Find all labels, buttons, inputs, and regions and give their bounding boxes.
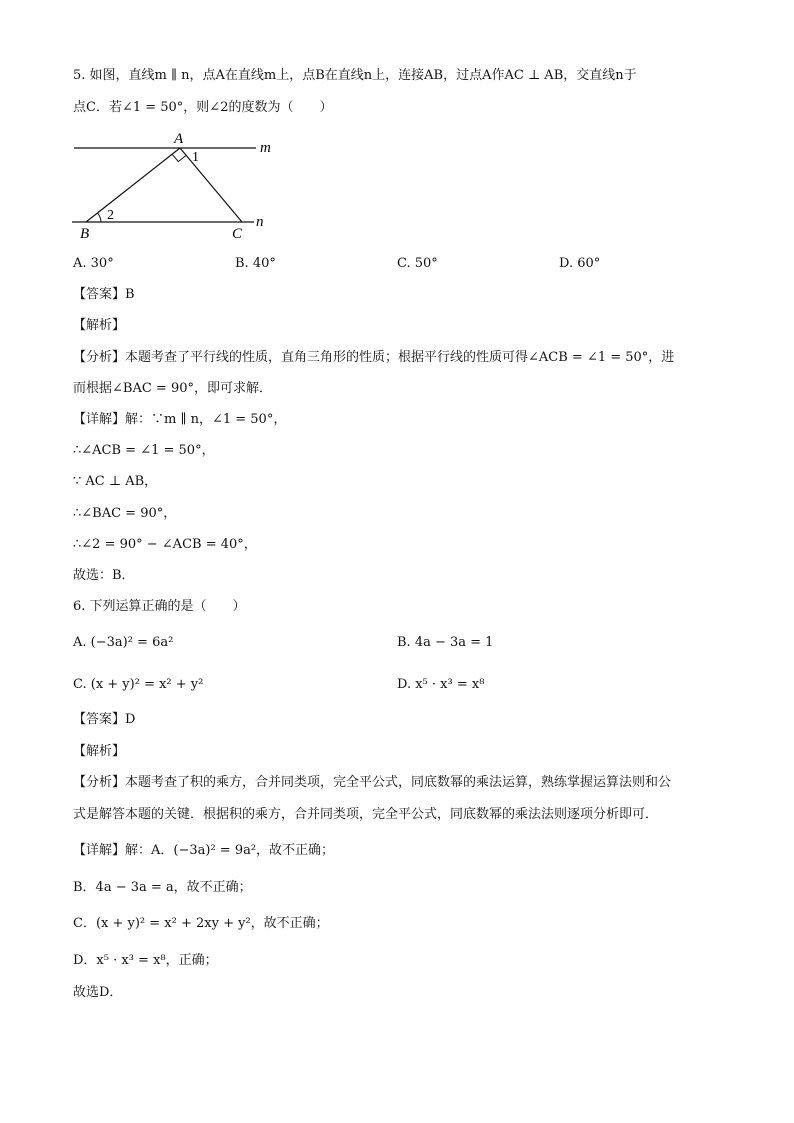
q5-option-c: C. 50° — [397, 256, 438, 271]
q5-analysis-title: 【解析】 — [73, 318, 126, 333]
q5-detail-line: 【详解】解：∵m ∥ n，∠1 = 50°， — [73, 412, 287, 427]
label-b: B — [80, 226, 90, 242]
q5-detail-line: ∴∠ACB = ∠1 = 50°， — [73, 443, 215, 458]
q6-detail-line: 故选D． — [73, 985, 123, 1000]
label-a: A — [174, 131, 184, 147]
q5-option-a: A. 30° — [73, 256, 114, 271]
label-angle-1: 1 — [192, 150, 199, 165]
q6-analysis-line2: 式是解答本题的关键．根据积的乘方，合并同类项，完全平公式，同底数幂的乘法法则逐项分析即可． — [73, 807, 659, 822]
q5-detail-line: ∴∠BAC = 90°， — [73, 506, 177, 521]
q6-answer: 【答案】D — [73, 712, 136, 727]
label-angle-2: 2 — [107, 208, 114, 223]
q5-stem-line2: 点C．若∠1 = 50°，则∠2的度数为（ ） — [73, 100, 333, 115]
q6-option-b: B. 4a − 3a = 1 — [397, 635, 494, 650]
q6-detail-line: 【详解】解：A．(−3a)² = 9a²，故不正确； — [73, 843, 335, 858]
q6-option-d: D. x⁵ · x³ = x⁸ — [397, 677, 485, 692]
label-n: n — [256, 214, 264, 230]
label-m: m — [260, 140, 271, 156]
q5-figure — [60, 126, 290, 244]
right-angle-mark — [172, 154, 186, 161]
q5-detail-line: 故选：B． — [73, 568, 135, 583]
q5-detail-line: ∵ AC ⊥ AB， — [73, 474, 158, 489]
q6-analysis-line1: 【分析】本题考查了积的乘方，合并同类项，完全平公式，同底数幂的乘法运算，熟练掌握运算法则和公 — [73, 775, 672, 790]
q5-option-b: B. 40° — [235, 256, 276, 271]
segment-ac — [180, 148, 242, 222]
q6-analysis-title: 【解析】 — [73, 744, 126, 759]
q6-detail-line: C．(x + y)² = x² + 2xy + y²，故不正确； — [73, 916, 329, 931]
q5-answer: 【答案】B — [73, 287, 135, 302]
q5-analysis-line2: 而根据∠BAC = 90°，即可求解． — [73, 381, 272, 396]
q5-stem-line1: 5. 如图，直线m ∥ n，点A在直线m上，点B在直线n上，连接AB，过点A作AC ⊥ AB，交直线n于 — [73, 68, 637, 83]
q6-option-c: C. (x + y)² = x² + y² — [73, 677, 204, 692]
q5-detail-line: ∴∠2 = 90° − ∠ACB = 40°， — [73, 537, 257, 552]
label-c: C — [232, 226, 243, 242]
q5-option-d: D. 60° — [559, 256, 601, 271]
q6-option-a: A. (−3a)² = 6a² — [73, 635, 174, 650]
segment-ab — [86, 148, 180, 222]
q5-analysis-line1: 【分析】本题考查了平行线的性质，直角三角形的性质；根据平行线的性质可得∠ACB = ∠1 = 50°，进 — [73, 350, 675, 365]
q6-detail-line: B．4a − 3a = a，故不正确； — [73, 880, 252, 895]
angle-2-arc — [98, 213, 101, 222]
q6-stem: 6. 下列运算正确的是（ ） — [73, 599, 246, 614]
q6-detail-line: D．x⁵ · x³ = x⁸，正确； — [73, 953, 218, 968]
